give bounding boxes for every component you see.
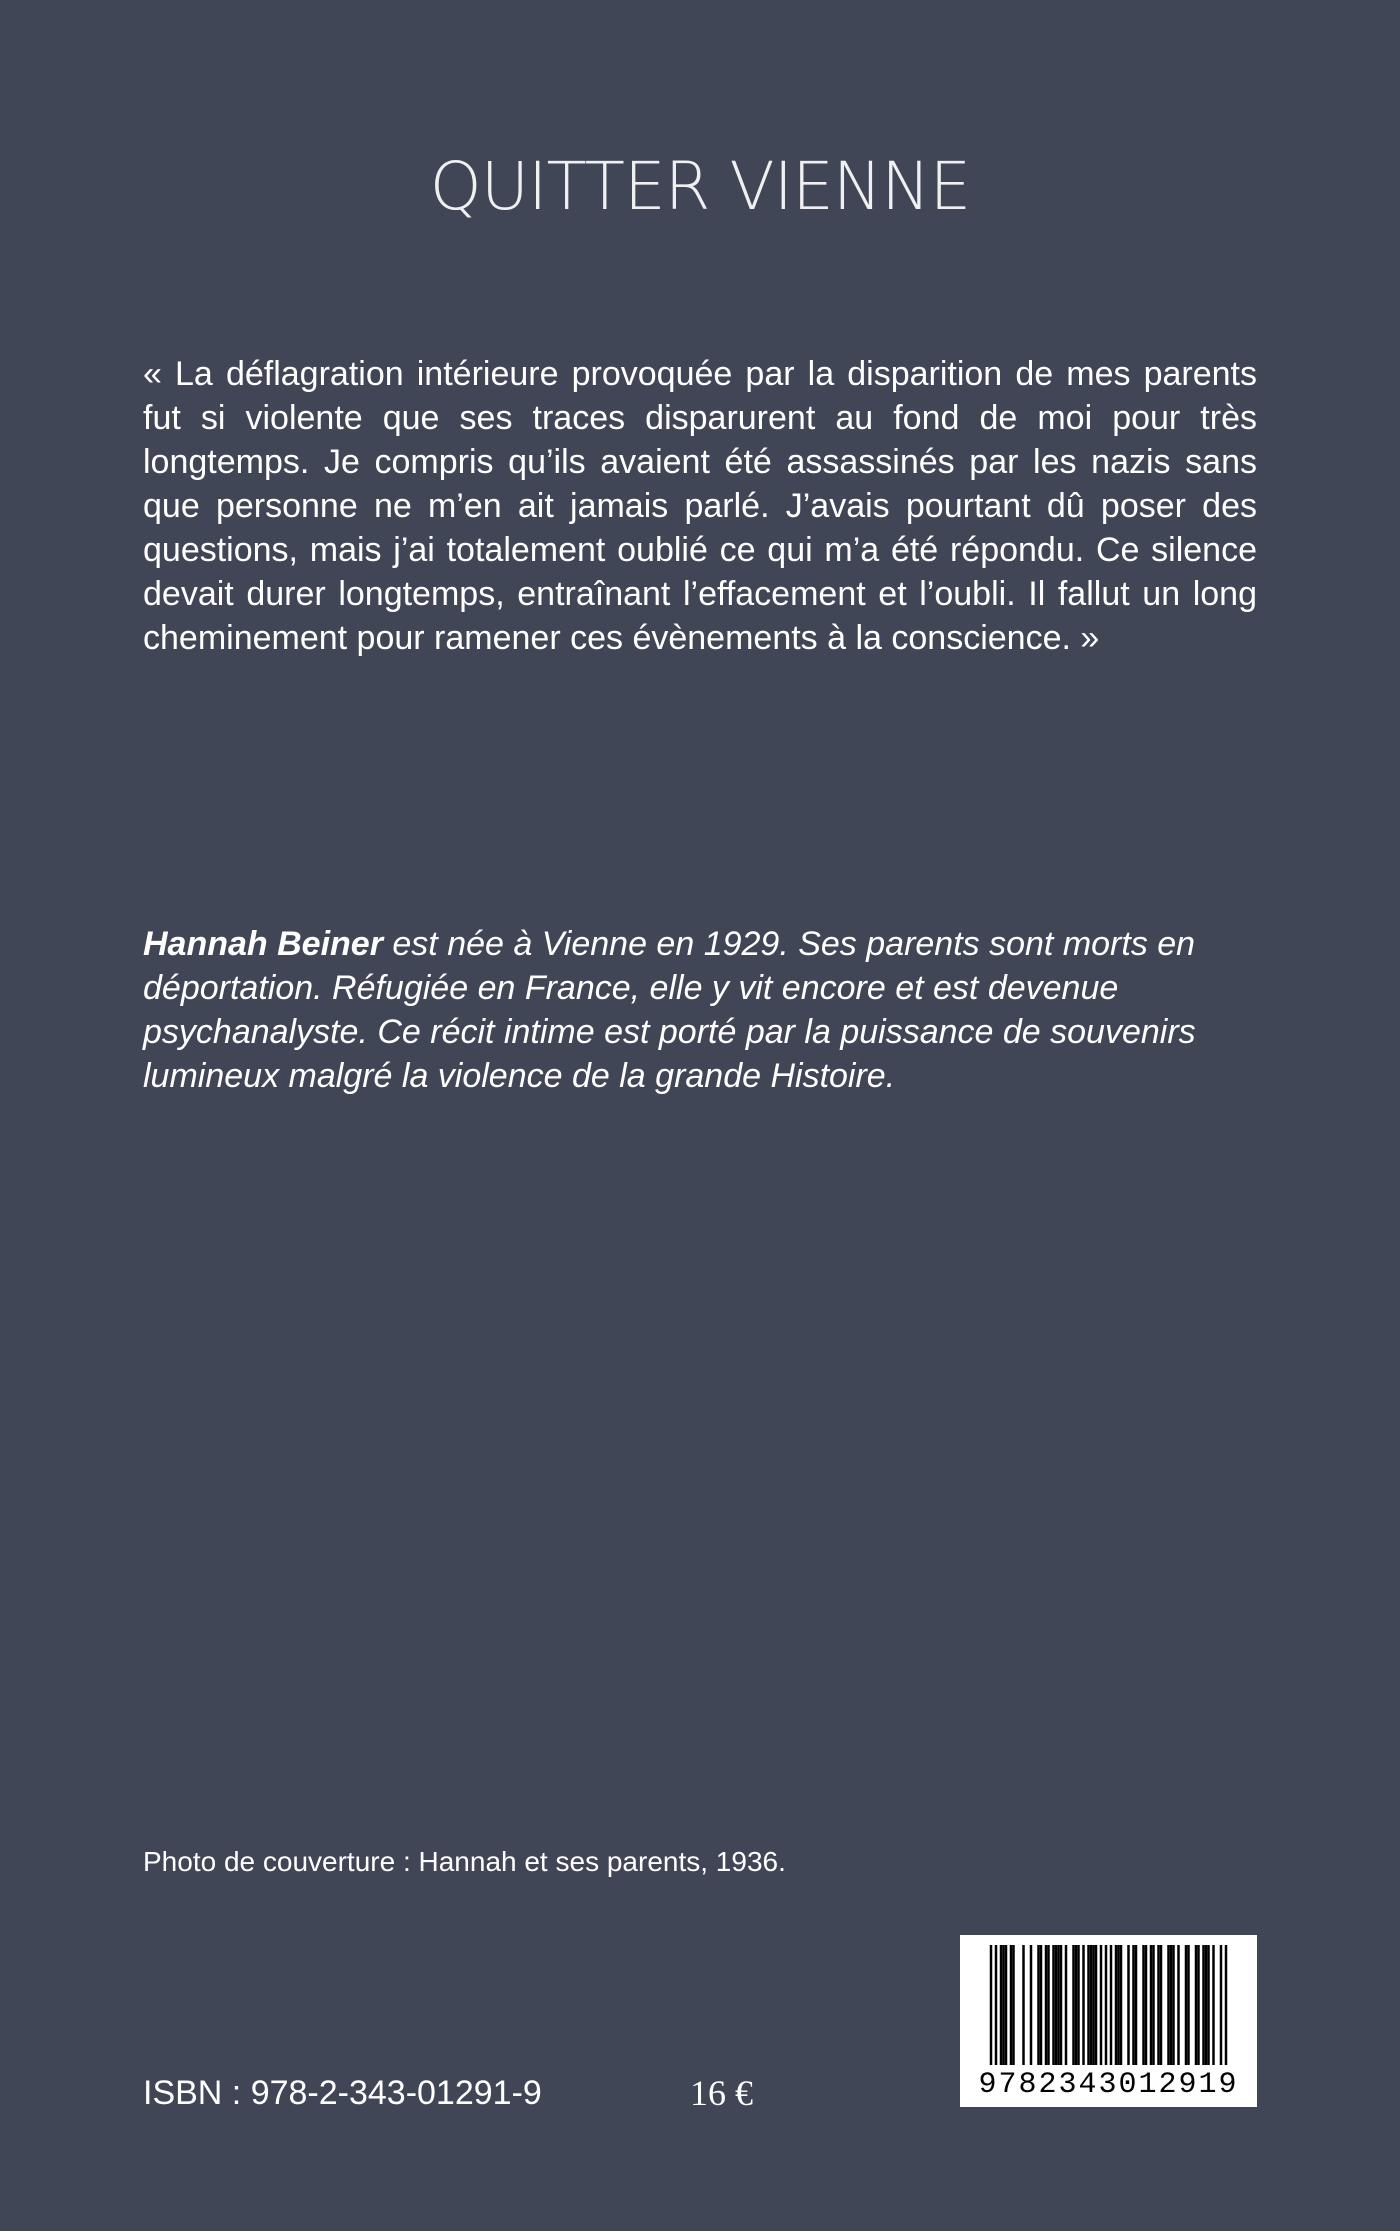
barcode-bar <box>1002 1945 1005 2065</box>
back-cover-quote: « La déflagration intérieure provoquée par la disparition de mes parents fut si violente que ses traces disparurent au fond de moi pour très longtemps. Je compris qu’ils avaient été assassinés par les nazis sans que personne ne m’en ait jamais parlé. J’avais pourtant dû poser des questions, mais j’ai totalement oublié ce qui m’a été répondu. Ce silence devait durer longtemps, entraînant l’effacement et l’oubli. Il fallut un long cheminement pour ramener ces évènements à la conscience. » <box>143 355 1257 657</box>
barcode-bar <box>1212 1945 1215 2065</box>
barcode-bar <box>1105 1945 1108 2065</box>
barcode-bar <box>1082 1945 1085 2065</box>
barcode-bar <box>1092 1945 1095 2065</box>
barcode-bar <box>1170 1945 1173 2065</box>
barcode-bar <box>1005 1945 1008 2065</box>
barcode-bar <box>1065 1945 1068 2065</box>
barcode-bar <box>1090 1945 1093 2065</box>
barcode-bar <box>1115 1945 1118 2065</box>
book-title: QUITTER VIENNE <box>429 148 971 225</box>
price: 16 € <box>690 2073 753 2113</box>
barcode-bar <box>1095 1945 1098 2065</box>
barcode-bar <box>1187 1945 1190 2065</box>
barcode-bar <box>1000 1945 1003 2065</box>
isbn: ISBN : 978-2-343-01291-9 <box>143 2074 542 2112</box>
barcode-bar <box>1150 1945 1153 2065</box>
barcode-bar <box>1010 1945 1013 2065</box>
barcode-bars <box>960 1935 1257 2067</box>
photo-credit: Photo de couverture : Hannah et ses parents, 1936. <box>143 1846 786 1877</box>
barcode-bar <box>1152 1945 1155 2065</box>
barcode-bar <box>1117 1945 1120 2065</box>
barcode-bar <box>1197 1945 1200 2065</box>
barcode-bar <box>1207 1945 1210 2065</box>
barcode-bar <box>1100 1945 1103 2065</box>
author-bio <box>143 922 1257 1098</box>
barcode-bar <box>1145 1945 1148 2065</box>
barcode-bar <box>1110 1945 1113 2065</box>
author-bio-text: est née à Vienne en 1929. Ses parents sont morts en déportation. Réfugiée en France, elle y vit encore et est devenue psychanalyste. Ce récit intime est porté par la puissance de souvenirs lumineux malgré la violence de la grande Histoire. <box>143 925 1196 1095</box>
barcode-bar <box>990 1945 993 2065</box>
barcode-bar <box>1185 1945 1188 2065</box>
barcode-bar <box>1195 1945 1198 2065</box>
barcode-bar <box>1012 1945 1015 2065</box>
barcode-bar <box>1157 1945 1160 2065</box>
barcode-bar <box>1055 1945 1058 2065</box>
barcode-bar <box>1120 1945 1123 2065</box>
barcode-bar <box>995 1945 998 2065</box>
barcode-bar <box>1220 1945 1223 2065</box>
barcode-bar <box>1047 1945 1050 2065</box>
barcode-bar <box>1142 1945 1145 2065</box>
barcode-bar <box>1225 1945 1228 2065</box>
barcode-bar <box>1022 1945 1025 2065</box>
barcode-bar <box>1077 1945 1080 2065</box>
barcode-bar <box>1205 1945 1208 2065</box>
barcode-bar <box>1202 1945 1205 2065</box>
barcode <box>960 1935 1257 2107</box>
barcode-bar <box>1167 1945 1170 2065</box>
barcode-bar <box>1045 1945 1048 2065</box>
barcode-bar <box>1075 1945 1078 2065</box>
barcode-bar <box>1052 1945 1055 2065</box>
barcode-bar <box>1172 1945 1175 2065</box>
barcode-bar <box>1177 1945 1180 2065</box>
barcode-bar <box>1030 1945 1033 2065</box>
barcode-bar <box>1040 1945 1043 2065</box>
barcode-bar <box>1072 1945 1075 2065</box>
barcode-bar <box>1037 1945 1040 2065</box>
barcode-bar <box>1132 1945 1135 2065</box>
barcode-digits: 9782343012919 <box>978 2068 1239 2102</box>
barcode-bar <box>1127 1945 1130 2065</box>
barcode-bar <box>1135 1945 1138 2065</box>
barcode-bar <box>1087 1945 1090 2065</box>
barcode-bar <box>1060 1945 1063 2065</box>
barcode-bar <box>1160 1945 1163 2065</box>
barcode-bar <box>1057 1945 1060 2065</box>
author-name: Hannah Beiner <box>143 925 383 963</box>
